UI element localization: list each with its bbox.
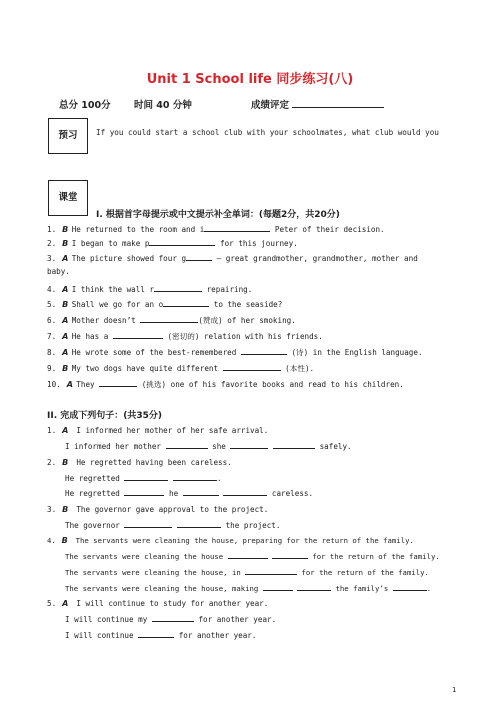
- answer-mark: B: [62, 300, 69, 309]
- s1-item-10: 10. A They (挑选) one of his favorite books and read to his children.: [47, 380, 404, 389]
- s2-item-4-line-2: The servants were cleaning the house, in for the return of the family.: [65, 568, 429, 577]
- s1-item-2: 2. B I began to make p for this journey.: [47, 239, 298, 248]
- s2-item-2-line-2: He regretted he careless.: [65, 489, 314, 498]
- fill-blank[interactable]: [393, 583, 427, 591]
- s1-item-1: 1. B He returned to the room and i Peter of their decision.: [47, 225, 385, 234]
- answer-mark: B: [61, 536, 68, 545]
- s1-item-3: 3. A The picture showed four g — great grandmother, grandmother, mother and: [47, 254, 418, 263]
- answer-mark: A: [62, 285, 69, 294]
- s1-item-7: 7. A He has a (密切的) relation with his friends.: [47, 332, 323, 341]
- s1-item-3-cont: baby.: [47, 267, 70, 276]
- fill-blank[interactable]: [230, 441, 268, 449]
- fill-blank[interactable]: [228, 551, 268, 559]
- answer-mark: A: [62, 316, 69, 325]
- s1-item-9: 9. B My two dogs have quite different (本性).: [47, 364, 315, 373]
- fill-blank[interactable]: [138, 630, 174, 638]
- fill-blank[interactable]: [245, 567, 297, 575]
- s1-item-4: 4. A I think the wall r repairing.: [47, 285, 253, 294]
- section2-heading: II. 完成下列句子：(共35分): [47, 411, 163, 421]
- fill-blank[interactable]: [241, 347, 287, 355]
- fill-blank[interactable]: [99, 379, 137, 387]
- fill-blank[interactable]: [140, 315, 198, 323]
- page-number: 1: [452, 686, 457, 694]
- fill-blank[interactable]: [223, 363, 281, 371]
- time-limit: 时间 40 分钟: [134, 100, 192, 111]
- fill-blank[interactable]: [204, 224, 270, 232]
- s2-item-5: 5. A I will continue to study for another year.: [47, 599, 269, 608]
- grade-label: 成绩评定: [251, 97, 384, 111]
- fill-blank[interactable]: [124, 520, 172, 528]
- s2-item-1-line-1: I informed her mother she safely.: [65, 442, 352, 451]
- s1-item-6: 6. A Mother doesn’t (赞成) of her smoking.: [47, 316, 296, 325]
- preview-question: If you could start a school club with your schoolmates, what club would you: [96, 128, 439, 137]
- fill-blank[interactable]: [186, 253, 212, 261]
- s2-item-4-line-3: The servants were cleaning the house, making the family’s .: [65, 584, 432, 593]
- answer-mark: B: [62, 505, 69, 514]
- fill-blank[interactable]: [152, 614, 194, 622]
- answer-mark: A: [62, 348, 69, 357]
- s2-item-4: 4. B The servants were cleaning the house, preparing for the return of the family.: [47, 536, 414, 545]
- fill-blank[interactable]: [223, 488, 267, 496]
- section1-heading: I. 根据首字母提示或中文提示补全单词：(每题2分，共20分): [96, 210, 340, 220]
- s2-item-4-line-1: The servants were cleaning the house for the return of the family.: [65, 552, 440, 561]
- total-score: 总分 100分: [59, 100, 111, 111]
- answer-mark: B: [62, 458, 69, 467]
- fill-blank[interactable]: [297, 583, 331, 591]
- answer-mark: A: [62, 332, 69, 341]
- fill-blank[interactable]: [124, 473, 168, 481]
- answer-mark: B: [62, 239, 69, 248]
- answer-mark: B: [62, 364, 69, 373]
- fill-blank[interactable]: [177, 520, 221, 528]
- s2-item-1: 1. A I informed her mother of her safe arrival.: [47, 426, 269, 435]
- answer-mark: A: [62, 426, 69, 435]
- fill-blank[interactable]: [272, 551, 308, 559]
- s1-item-5: 5. B Shall we go for an o to the seaside?: [47, 300, 283, 309]
- answer-mark: A: [66, 380, 73, 389]
- preview-box: 预习: [48, 118, 88, 154]
- s2-item-3-line-1: The governor the project.: [65, 521, 281, 530]
- fill-blank[interactable]: [263, 583, 293, 591]
- answer-mark: A: [62, 599, 69, 608]
- fill-blank[interactable]: [273, 441, 315, 449]
- fill-blank[interactable]: [183, 488, 219, 496]
- fill-blank[interactable]: [149, 238, 215, 246]
- s2-item-5-line-1: I will continue my for another year.: [65, 615, 277, 624]
- grade-blank[interactable]: [292, 98, 384, 108]
- page-title: Unit 1 School life 同步练习(八): [146, 72, 354, 87]
- s2-item-3: 3. B The governor gave approval to the project.: [47, 505, 269, 514]
- s1-item-8: 8. A He wrote some of the best-remembered (诗) in the English language.: [47, 348, 423, 357]
- classroom-box: 课堂: [48, 180, 88, 216]
- fill-blank[interactable]: [124, 488, 164, 496]
- answer-mark: B: [62, 225, 69, 234]
- fill-blank[interactable]: [173, 473, 217, 481]
- fill-blank[interactable]: [154, 284, 202, 292]
- answer-mark: A: [62, 254, 69, 263]
- s2-item-5-line-2: I will continue for another year.: [65, 631, 257, 640]
- s2-item-2: 2. B He regretted having been careless.: [47, 458, 232, 467]
- fill-blank[interactable]: [166, 441, 208, 449]
- fill-blank[interactable]: [113, 331, 163, 339]
- s2-item-2-line-1: He regretted .: [65, 474, 222, 483]
- fill-blank[interactable]: [163, 299, 209, 307]
